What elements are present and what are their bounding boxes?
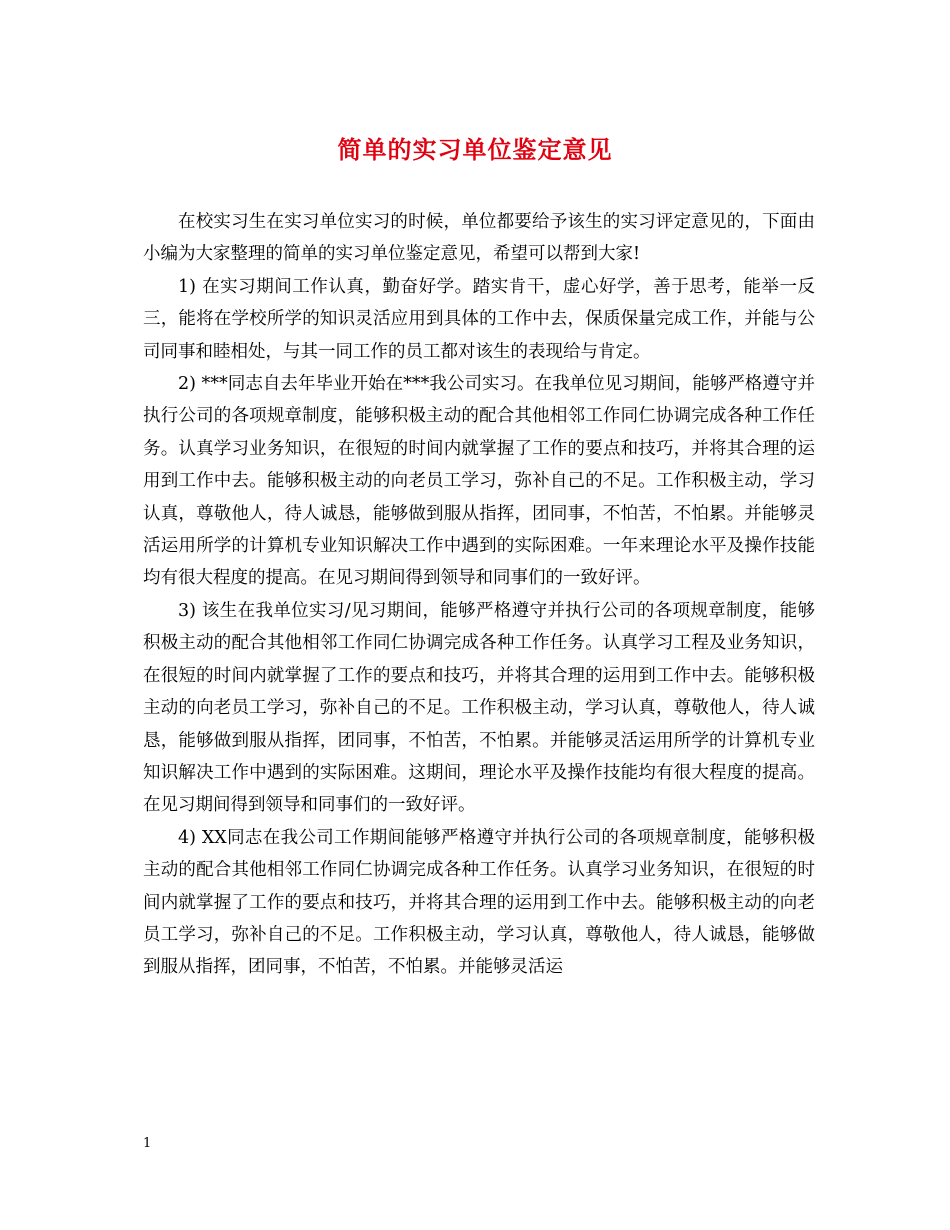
page-number: 1: [143, 1136, 152, 1151]
document-body: [143, 206, 815, 984]
paragraph-3: 3) 该生在我单位实习/见习期间，能够严格遵守并执行公司的各项规章制度，能够积极主动的配合其他相邻工作同仁协调完成各种工作任务。认真学习工程及业务知识，在很短的时间内就掌握了工作的要点和技巧，并将其合理的运用到工作中去。能够积极主动的向老员工学习，弥补自己的不足。工作积极主动，学习认真，尊敬他人，待人诚恳，能够做到服从指挥，团同事，不怕苦，不怕累。并能够灵活运用所学的计算机专业知识解决工作中遇到的实际困难。这期间，理论水平及操作技能均有很大程度的提高。在见习期间得到领导和同事们的一致好评。: [143, 600, 815, 816]
paragraph-2: 2) ***同志自去年毕业开始在***我公司实习。在我单位见习期间，能够严格遵守并执行公司的各项规章制度，能够积极主动的配合其他相邻工作同仁协调完成各种工作任务。认真学习业务知识，在很短的时间内就掌握了工作的要点和技巧，并将其合理的运用到工作中去。能够积极主动的向老员工学习，弥补自己的不足。工作积极主动，学习认真，尊敬他人，待人诚恳，能够做到服从指挥，团同事，不怕苦，不怕累。并能够灵活运用所学的计算机专业知识解决工作中遇到的实际困难。一年来理论水平及操作技能均有很大程度的提高。在见习期间得到领导和同事们的一致好评。: [143, 374, 815, 589]
paragraph-4: 4) XX同志在我公司工作期间能够严格遵守并执行公司的各项规章制度，能够积极主动的配合其他相邻工作同仁协调完成各种工作任务。认真学习业务知识，在很短的时间内就掌握了工作的要点和技巧，并将其合理的运用到工作中去。能够积极主动的向老员工学习，弥补自己的不足。工作积极主动，学习认真，尊敬他人，待人诚恳，能够做到服从指挥，团同事，不怕苦，不怕累。并能够灵活运: [143, 827, 815, 978]
intro-paragraph: 在校实习生在实习单位实习的时候，单位都要给予该生的实习评定意见的，下面由小编为大家整理的简单的实习单位鉴定意见，希望可以帮到大家!: [143, 212, 815, 265]
document-title: 简单的实习单位鉴定意见: [337, 135, 613, 164]
paragraph-1: 1) 在实习期间工作认真，勤奋好学。踏实肯干，虚心好学，善于思考，能举一反三，能将在学校所学的知识灵活应用到具体的工作中去，保质保量完成工作，并能与公司同事和睦相处，与其一同工作的员工都对该生的表现给与肯定。: [143, 276, 815, 362]
